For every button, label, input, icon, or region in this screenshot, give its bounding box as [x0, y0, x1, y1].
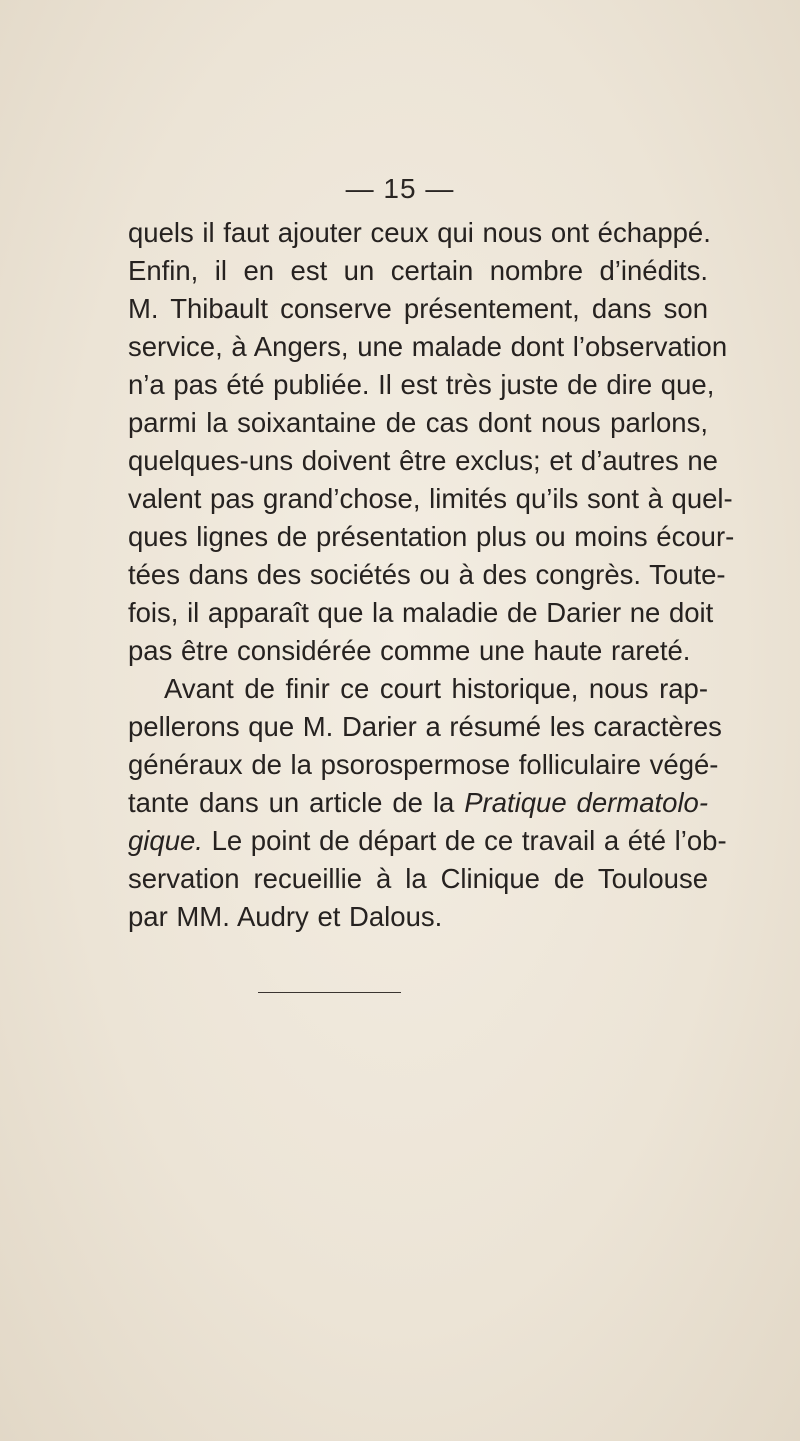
section-divider-rule — [258, 992, 401, 993]
text-line: pas être considérée comme une haute rareté. — [128, 635, 691, 666]
text-line: servation recueillie à la Clinique de Toulouse — [128, 863, 708, 894]
text-line: pellerons que M. Darier a résumé les caractères — [128, 711, 722, 742]
book-title-italic: gique. — [128, 825, 203, 856]
text-line: par MM. Audry et Dalous. — [128, 901, 443, 932]
body-text — [128, 214, 735, 936]
text-line: M. Thibault conserve présentement, dans son — [128, 293, 708, 324]
text-line: ques lignes de présentation plus ou moins écour- — [128, 521, 735, 552]
text-line-mixed — [128, 784, 708, 822]
text-line: Avant de finir ce court historique, nous rap- — [164, 673, 708, 704]
page-number: — 15 — — [345, 173, 455, 204]
book-title-italic: Pratique dermatolo- — [464, 787, 709, 818]
text-line: tées dans des sociétés ou à des congrès. Toute- — [128, 559, 726, 590]
text-line: valent pas grand’chose, limités qu’ils sont à quel- — [128, 483, 733, 514]
text-line: fois, il apparaît que la maladie de Darier ne doit — [128, 597, 714, 628]
text-line: service, à Angers, une malade dont l’observation — [128, 331, 728, 362]
text-line-mixed — [128, 822, 727, 860]
text-line: quelques-uns doivent être exclus; et d’autres ne — [128, 445, 718, 476]
text-line: Enfin, il en est un certain nombre d’inédits. — [128, 255, 708, 286]
text-segment: tante dans un article de la — [128, 787, 465, 818]
text-line: quels il faut ajouter ceux qui nous ont échappé. — [128, 217, 711, 248]
text-segment: Le point de départ de ce travail a été l’ob- — [202, 825, 727, 856]
text-line: généraux de la psorospermose folliculaire végé- — [128, 749, 719, 780]
text-line: n’a pas été publiée. Il est très juste de dire que, — [128, 369, 715, 400]
text-line: parmi la soixantaine de cas dont nous parlons, — [128, 407, 708, 438]
